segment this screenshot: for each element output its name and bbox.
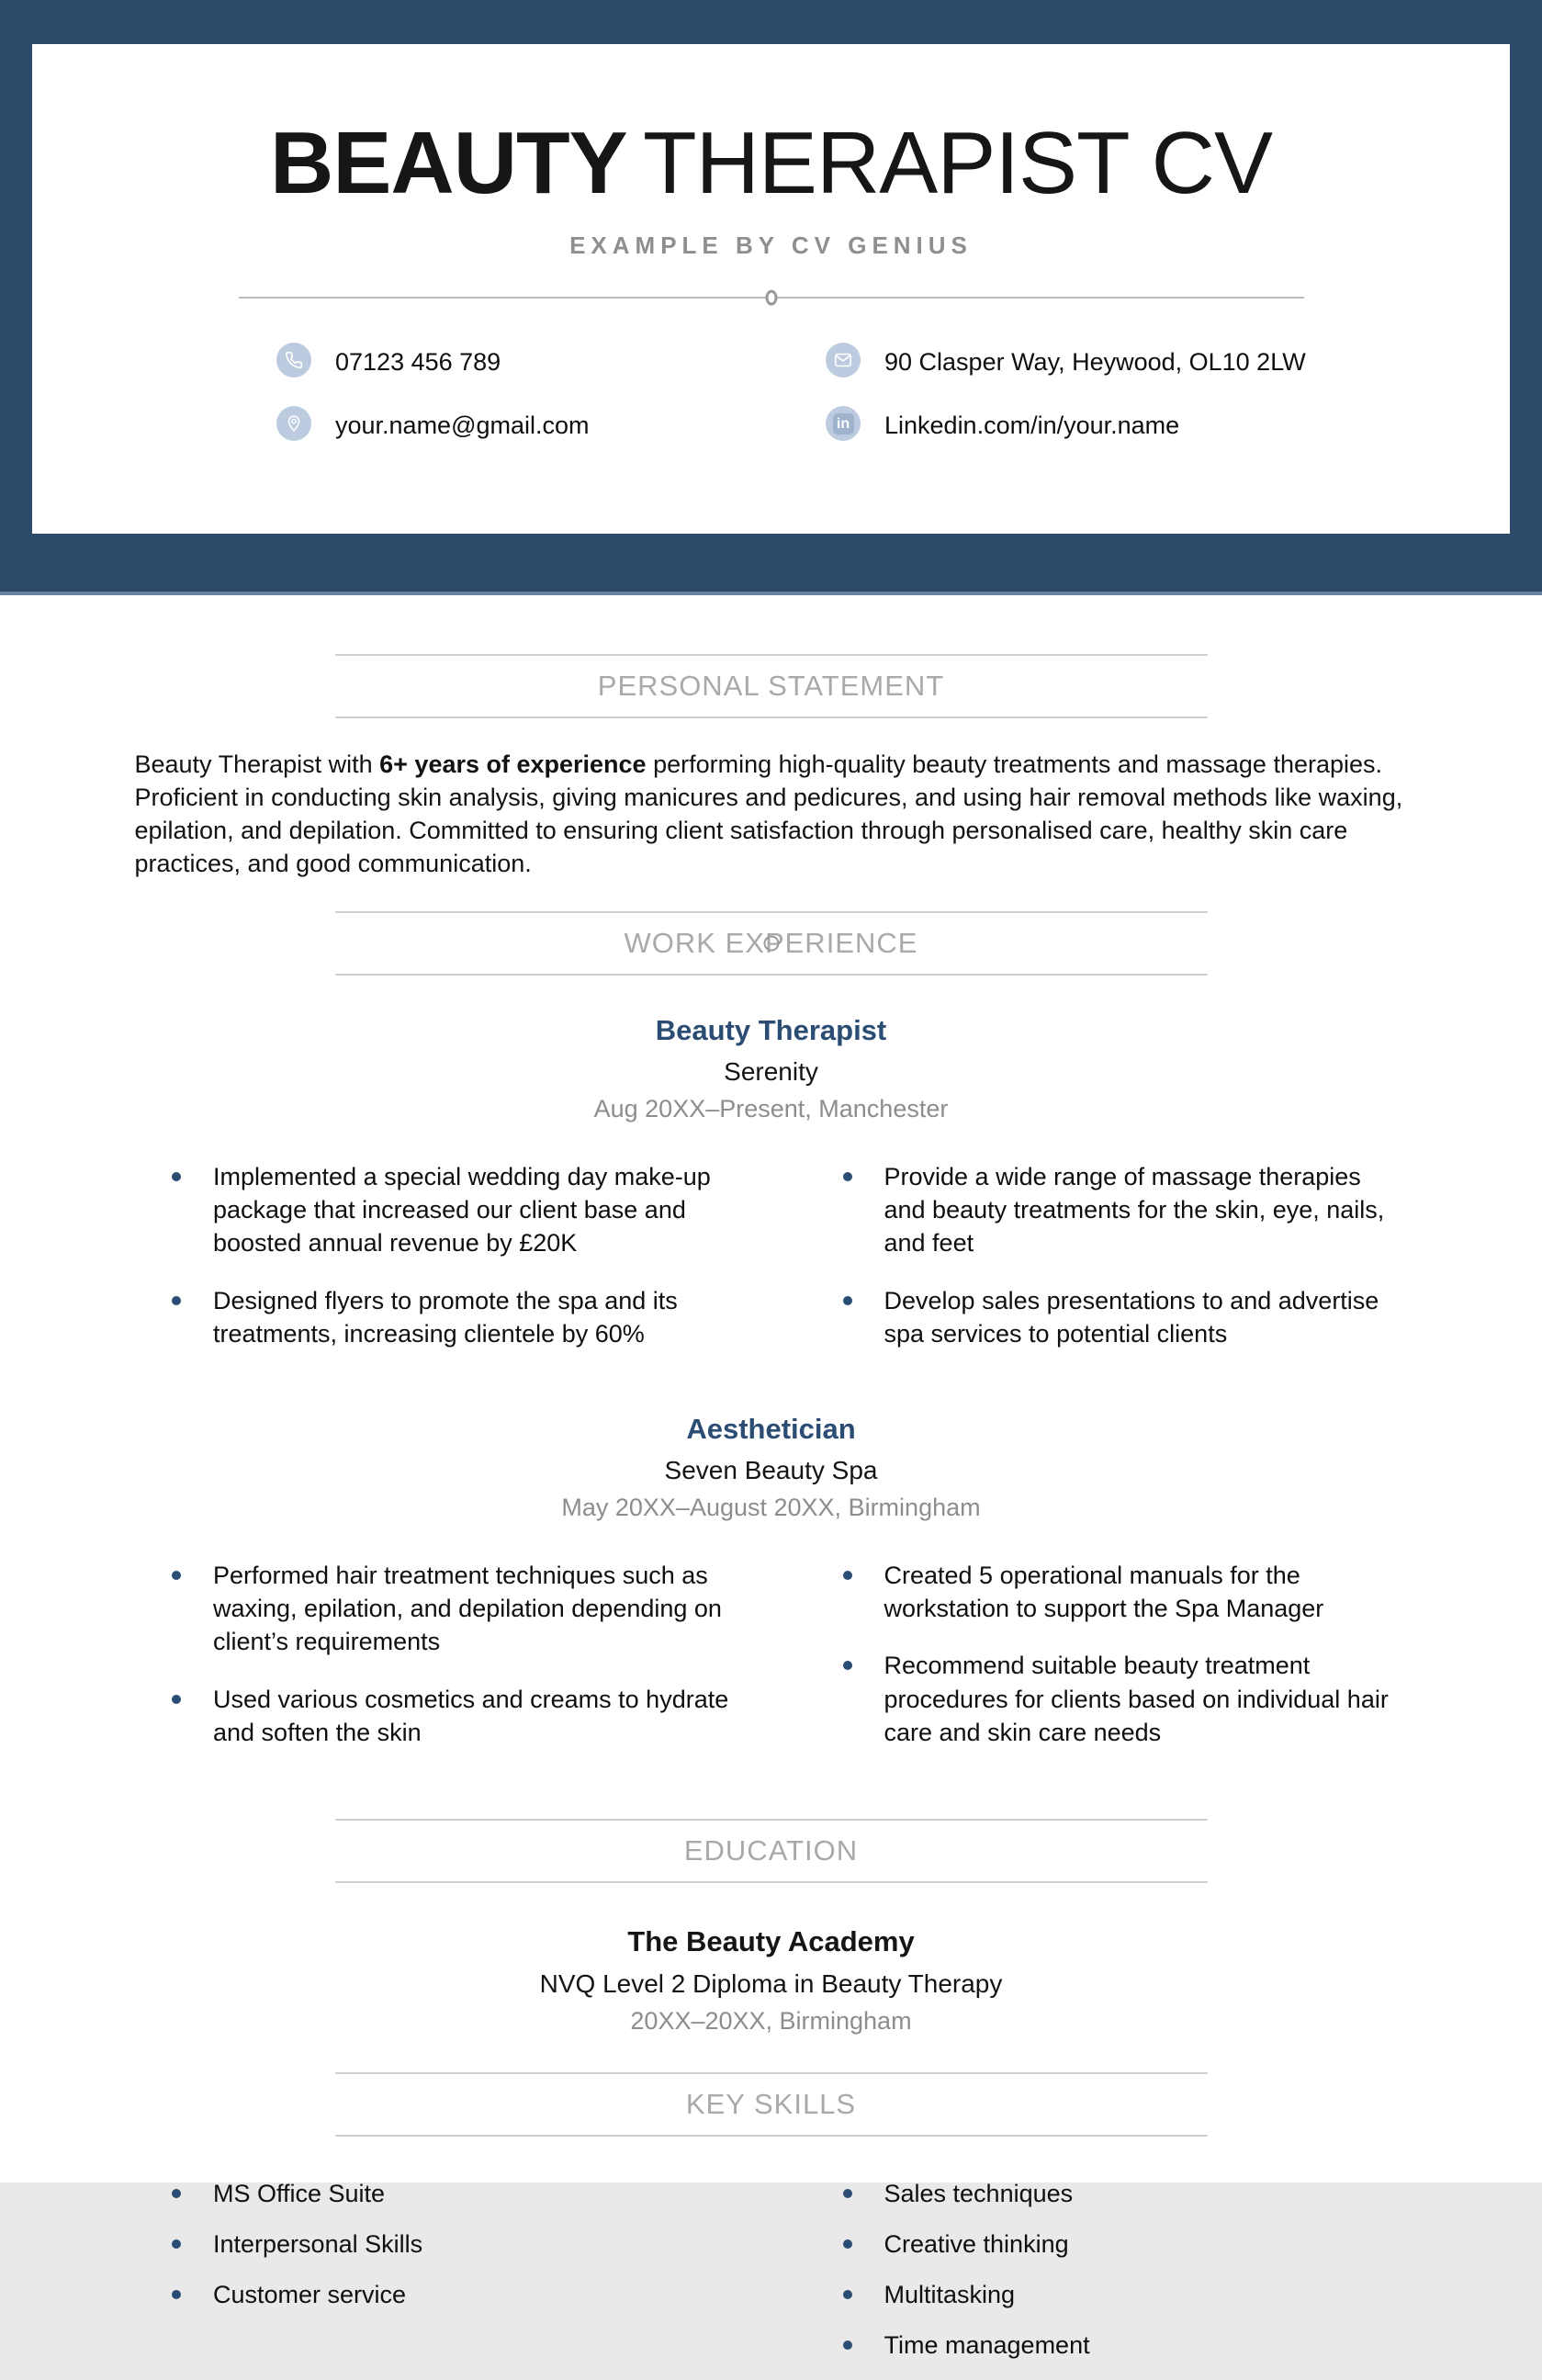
contact-phone <box>276 343 826 378</box>
job-bullets-left-column <box>163 1160 736 1374</box>
page-title <box>32 97 1510 230</box>
contact-linkedin <box>826 406 1377 442</box>
bullet-item: Designed flyers to promote the spa and its treatments, increasing clientele by 60% <box>163 1284 736 1350</box>
key-skills-right-column <box>835 2177 1407 2380</box>
email-address: your.name@gmail.com <box>335 412 590 440</box>
contact-info <box>32 343 1510 442</box>
linkedin-url: Linkedin.com/in/your.name <box>884 412 1180 440</box>
education-dates-location: 20XX–20XX, Birmingham <box>630 2006 912 2035</box>
bullet-item: Develop sales presentations to and advertise spa services to potential clients <box>835 1284 1407 1350</box>
job-bullets-right-column <box>835 1559 1407 1773</box>
job-entry-beauty-therapist <box>0 1014 1542 1374</box>
skill-item: Time management <box>835 2329 1407 2362</box>
key-skills-lists <box>0 2177 1542 2380</box>
skill-item: Creative thinking <box>835 2228 1407 2261</box>
section-heading-work-experience <box>335 911 1208 976</box>
education-entry <box>0 1925 1542 2036</box>
work-experience-heading-text: WORK EXPERIENCE <box>624 927 918 960</box>
page-title-bold: BEAUTY <box>270 114 627 212</box>
linkedin-icon <box>826 406 861 441</box>
phone-number: 07123 456 789 <box>335 348 501 376</box>
section-heading-personal-statement: PERSONAL STATEMENT <box>335 654 1208 718</box>
contact-address <box>826 343 1377 378</box>
skill-item: Sales techniques <box>835 2177 1407 2210</box>
bullet-item: Provide a wide range of massage therapies and beauty treatments for the skin, eye, nails, and feet <box>835 1160 1407 1260</box>
job-dates-location: May 20XX–August 20XX, Birmingham <box>561 1493 981 1521</box>
job-title: Beauty Therapist <box>655 1014 887 1047</box>
header-band <box>0 0 1542 595</box>
job-bullets-right-column <box>835 1160 1407 1374</box>
envelope-icon <box>826 343 861 378</box>
bullet-item: Recommend suitable beauty treatment procedures for clients based on individual hair care and skin care needs <box>835 1649 1407 1749</box>
job-company: Seven Beauty Spa <box>664 1455 878 1484</box>
bullet-item: Created 5 operational manuals for the workstation to support the Spa Manager <box>835 1559 1407 1625</box>
statement-bold: 6+ years of experience <box>379 750 647 778</box>
divider-circle-ornament <box>765 290 777 306</box>
job-entry-aesthetician <box>0 1413 1542 1773</box>
section-heading-key-skills: KEY SKILLS <box>335 2072 1208 2137</box>
location-pin-icon <box>276 406 311 441</box>
statement-after: performing high-quality beauty treatments and massage therapies. Proficient in conducting skin analysis, giving manicures and pedicures, and using hair removal methods like waxing, epilation, and depilation. Committed to ensuring client satisfaction through personalised care, healthy skin care practices, and good communication. <box>134 750 1403 878</box>
skill-item: Multitasking <box>835 2278 1407 2311</box>
contact-email <box>276 406 826 442</box>
job-company: Serenity <box>724 1057 818 1087</box>
bullet-item: Implemented a special wedding day make-up package that increased our client base and boosted annual revenue by £20K <box>163 1160 736 1260</box>
bullet-item: Used various cosmetics and creams to hydrate and soften the skin <box>163 1683 736 1749</box>
postal-address: 90 Clasper Way, Heywood, OL10 2LW <box>884 348 1306 376</box>
bullet-item: Performed hair treatment techniques such as waxing, epilation, and depilation depending on client’s requirements <box>163 1559 736 1659</box>
job-bullets <box>0 1160 1542 1374</box>
header-card <box>32 44 1510 534</box>
title-divider <box>239 297 1304 299</box>
education-degree: NVQ Level 2 Diploma in Beauty Therapy <box>539 1968 1003 1998</box>
job-bullets-left-column <box>163 1559 736 1773</box>
personal-statement-text <box>135 748 1408 880</box>
page-title-light: THERAPIST CV <box>642 114 1272 212</box>
job-bullets <box>0 1559 1542 1773</box>
decorative-ring <box>763 936 779 952</box>
education-school: The Beauty Academy <box>627 1924 915 1957</box>
statement-before: Beauty Therapist with <box>134 750 380 778</box>
linkedin-in-glyph: in <box>833 413 854 434</box>
phone-icon <box>276 343 311 378</box>
key-skills-left-column <box>163 2177 736 2380</box>
page-subtitle: EXAMPLE BY CV GENIUS <box>569 231 973 259</box>
job-dates-location: Aug 20XX–Present, Manchester <box>593 1095 949 1123</box>
skill-item: Customer service <box>163 2278 736 2311</box>
section-heading-education: EDUCATION <box>335 1819 1208 1883</box>
skill-item: Interpersonal Skills <box>163 2228 736 2261</box>
job-title: Aesthetician <box>686 1412 856 1445</box>
skill-item: MS Office Suite <box>163 2177 736 2210</box>
